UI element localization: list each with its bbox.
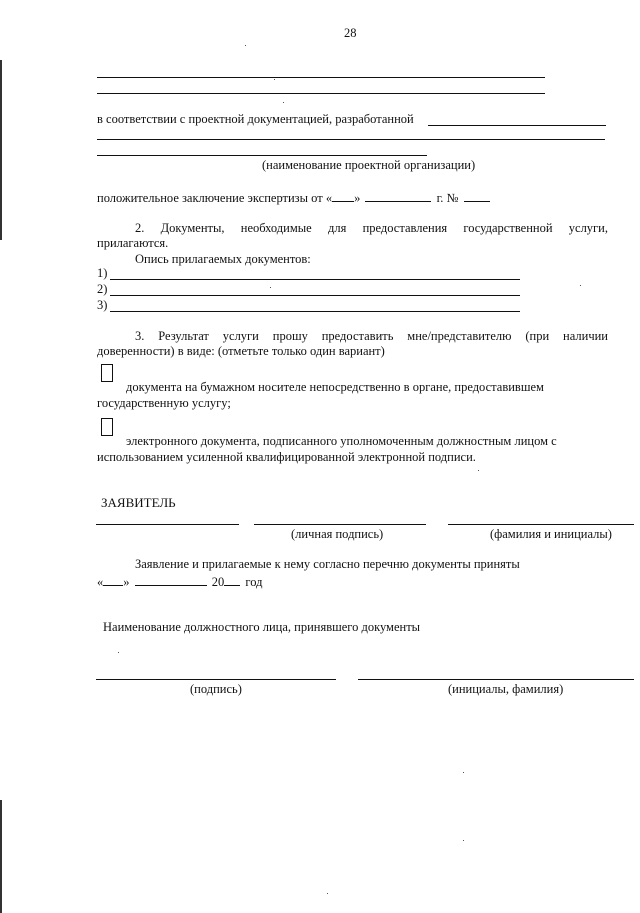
scan-speck [245,45,246,46]
expertise-prefix: положительное заключение экспертизы от « [97,191,333,205]
expertise-year: г. № [436,191,459,205]
scan-speck [580,285,581,286]
signature-caption: (подпись) [190,682,242,696]
date-century: 20 [211,575,225,589]
section2-line2: прилагаются. [97,236,169,250]
scan-speck [270,287,271,288]
name-initials-field[interactable] [448,524,634,525]
date-close-quote: » [123,575,130,589]
doc-item-1-label: 1) [97,266,108,280]
option-electronic-line1: электронного документа, подписанного уполномоченным должностным лицом с [126,434,557,448]
inventory-title: Опись прилагаемых документов: [135,252,311,266]
official-title: Наименование должностного лица, принявшего документы [103,620,421,634]
project-docs-field[interactable] [428,125,606,126]
doc-item-1-field[interactable] [110,279,520,280]
scan-speck [274,79,275,80]
scan-speck [463,772,464,773]
section3-line1: 3. Результат услуги прошу предоставить мне/представителю (при наличии [135,329,608,343]
expertise-text [97,189,490,206]
section3-line2: доверенности) в виде: (отметьте только один вариант) [97,344,385,358]
expertise-day-field[interactable] [332,189,354,202]
date-year-field[interactable] [224,573,240,586]
doc-item-2-label: 2) [97,282,108,296]
org-name-field-1[interactable] [97,139,605,140]
option-paper-line2: государственную услугу; [97,396,231,410]
expertise-mid: » [354,191,361,205]
scan-edge-bottom [0,800,2,913]
option-paper-line1: документа на бумажном носителе непосредственно в органе, предоставившем [126,380,544,394]
acceptance-date [97,573,262,590]
scan-speck [283,102,284,103]
personal-signature-caption: (личная подпись) [291,527,384,541]
scan-speck [463,840,464,841]
scan-speck [118,652,119,653]
official-initials-field[interactable] [358,679,634,680]
doc-item-2-field[interactable] [110,295,520,296]
official-signature-field[interactable] [96,679,336,680]
initials-name-caption: (инициалы, фамилия) [448,682,564,696]
org-name-field-2[interactable] [97,155,427,156]
name-initials-caption: (фамилия и инициалы) [490,527,612,541]
blank-line-top-1 [97,77,545,78]
scan-edge-top [0,60,2,240]
date-month-field[interactable] [135,573,207,586]
doc-item-3-field[interactable] [110,311,520,312]
applicant-heading: ЗАЯВИТЕЛЬ [101,495,176,510]
personal-signature-field[interactable] [254,524,426,525]
org-caption: (наименование проектной организации) [262,158,476,172]
section2-line1: 2. Документы, необходимые для предоставления государственной услуги, [135,221,608,235]
applicant-field-1[interactable] [96,524,239,525]
blank-line-top-2 [97,93,545,94]
page-number: 28 [344,26,357,40]
date-year-word: год [245,575,263,589]
expertise-number-field[interactable] [464,189,490,202]
project-docs-text: в соответствии с проектной документацией, разработанной [97,112,414,126]
accepted-line: Заявление и прилагаемые к нему согласно перечню документы приняты [135,557,520,571]
scan-speck [478,470,479,471]
date-open-quote: « [97,575,104,589]
expertise-date-field[interactable] [365,189,431,202]
doc-item-3-label: 3) [97,298,108,312]
date-day-field[interactable] [103,573,123,586]
option-paper-checkbox[interactable] [101,364,113,382]
option-electronic-checkbox[interactable] [101,418,113,436]
option-electronic-line2: использованием усиленной квалифицированной электронной подписи. [97,450,476,464]
scan-speck [327,893,328,894]
